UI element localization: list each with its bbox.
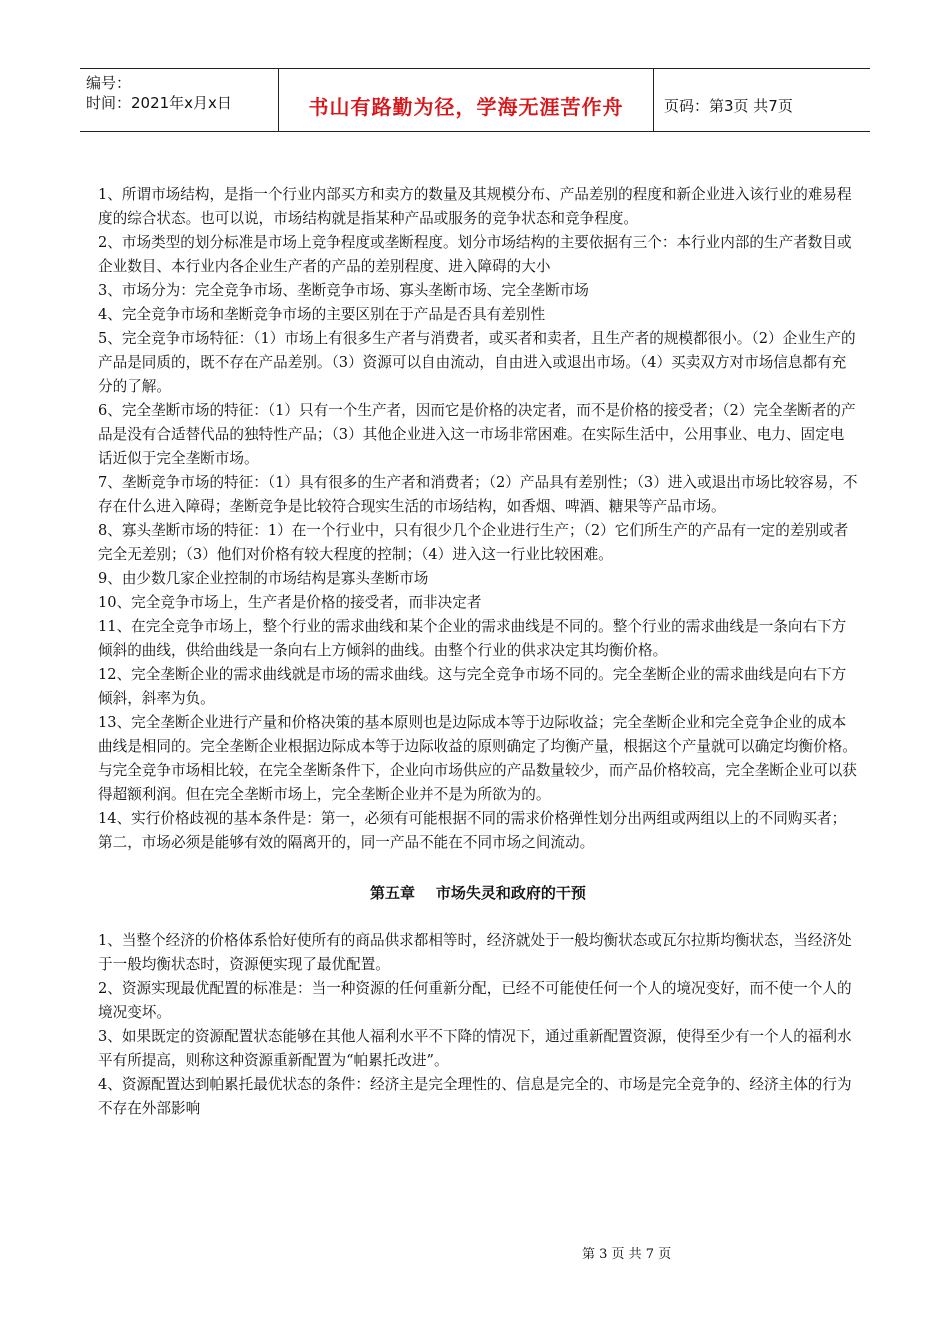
- paragraph: 4、完全竞争市场和垄断竞争市场的主要区别在于产品是否具有差别性: [98, 306, 546, 323]
- header-page-number: 页码：第3页 共7页: [664, 96, 793, 115]
- paragraph: 14、实行价格歧视的基本条件是：第一，必须有可能根据不同的需求价格弹性划分出两组或两组以上的不同购买者；第二，市场必须是能够有效的隔离开的，同一产品不能在不同市场之间流动。: [98, 810, 847, 851]
- paragraph: 3、市场分为：完全竞争市场、垄断竞争市场、寡头垄断市场、完全垄断市场: [98, 282, 589, 299]
- paragraph: 1、当整个经济的价格体系恰好使所有的商品供求都相等时，经济就处于一般均衡状态或瓦尔拉斯均衡状态，当经济处于一般均衡状态时，资源便实现了最优配置。: [98, 932, 852, 973]
- page-header: [80, 68, 870, 132]
- document-number-label: 编号：: [86, 74, 132, 92]
- paragraph: 11、在完全竞争市场上，整个行业的需求曲线和某个企业的需求曲线是不同的。整个行业的需求曲线是一条向右下方倾斜的曲线，供给曲线是一条向右上方倾斜的曲线。由整个行业的供求决定其均衡价格。: [98, 618, 847, 659]
- header-motto: 书山有路勤为径，学海无涯苦作舟: [278, 69, 654, 131]
- paragraph: 2、资源实现最优配置的标准是：当一种资源的任何重新分配，已经不可能使任何一个人的境况变好，而不使一个人的境况变坏。: [98, 980, 852, 1021]
- paragraph: 6、完全垄断市场的特征：（1）只有一个生产者，因而它是价格的决定者，而不是价格的接受者；（2）完全垄断者的产品是没有合适替代品的独特性产品；（3）其他企业进入这一市场非常困难。在实际生活中，公用事业、电力、固定电话近似于完全垄断市场。: [98, 402, 856, 467]
- paragraph: 9、由少数几家企业控制的市场结构是寡头垄断市场: [98, 570, 429, 587]
- paragraph: 3、如果既定的资源配置状态能够在其他人福利水平不下降的情况下，通过重新配置资源，使得至少有一个人的福利水平有所提高，则称这种资源重新配置为“帕累托改进”。: [98, 1028, 852, 1069]
- paragraph: 1、所谓市场结构，是指一个行业内部买方和卖方的数量及其规模分布、产品差别的程度和新企业进入该行业的难易程度的综合状态。也可以说，市场结构就是指某种产品或服务的竞争状态和竞争程度。: [98, 186, 852, 227]
- paragraph: 5、完全竞争市场特征：（1）市场上有很多生产者与消费者，或买者和卖者，且生产者的规模都很小。（2）企业生产的产品是同质的，既不存在产品差别。（3）资源可以自由流动，自由进入或退出市场。（4）买卖双方对市场信息都有充分的了解。: [98, 330, 856, 395]
- paragraph: 4、资源配置达到帕累托最优状态的条件：经济主是完全理性的、信息是完全的、市场是完全竞争的、经济主体的行为不存在外部影响: [98, 1076, 852, 1117]
- document-body: [98, 183, 858, 1121]
- paragraph: 13、完全垄断企业进行产量和价格决策的基本原则也是边际成本等于边际收益；完全垄断企业和完全竞争企业的成本曲线是相同的。完全垄断企业根据边际成本等于边际收益的原则确定了均衡产量，根据这个产量就可以确定均衡价格。与完全竞争市场相比较，在完全垄断条件下，企业向市场供应的产品数量较少，而产品价格较高，完全垄断企业可以获得超额利润。但在完全垄断市场上，完全垄断企业并不是为所欲为的。: [98, 714, 857, 803]
- paragraph: 2、市场类型的划分标准是市场上竞争程度或垄断程度。划分市场结构的主要依据有三个：本行业内部的生产者数目或企业数目、本行业内各企业生产者的产品的差别程度、进入障碍的大小: [98, 234, 852, 275]
- paragraph: 7、垄断竞争市场的特征：（1）具有很多的生产者和消费者；（2）产品具有差别性；（3）进入或退出市场比较容易，不存在什么进入障碍；垄断竞争是比较符合现实生活的市场结构，如香烟、啤酒、糖果等产品市场。: [98, 474, 858, 515]
- paragraph: 12、完全垄断企业的需求曲线就是市场的需求曲线。这与完全竞争市场不同的。完全垄断企业的需求曲线是向右下方倾斜，斜率为负。: [98, 666, 847, 707]
- header-left-cell: [80, 69, 278, 131]
- chapter-heading: 第五章 市场失灵和政府的干预: [370, 884, 586, 902]
- paragraph: 10、完全竞争市场上，生产者是价格的接受者，而非决定者: [98, 594, 482, 611]
- paragraph: 8、寡头垄断市场的特征：1）在一个行业中，只有很少几个企业进行生产；（2）它们所生产的产品有一定的差别或者完全无差别；（3）他们对价格有较大程度的控制；（4）进入这一行业比较困难。: [98, 522, 849, 563]
- document-date-label: 时间：2021年x月x日: [86, 94, 232, 112]
- page-footer: 第 3 页 共 7 页: [582, 1247, 672, 1262]
